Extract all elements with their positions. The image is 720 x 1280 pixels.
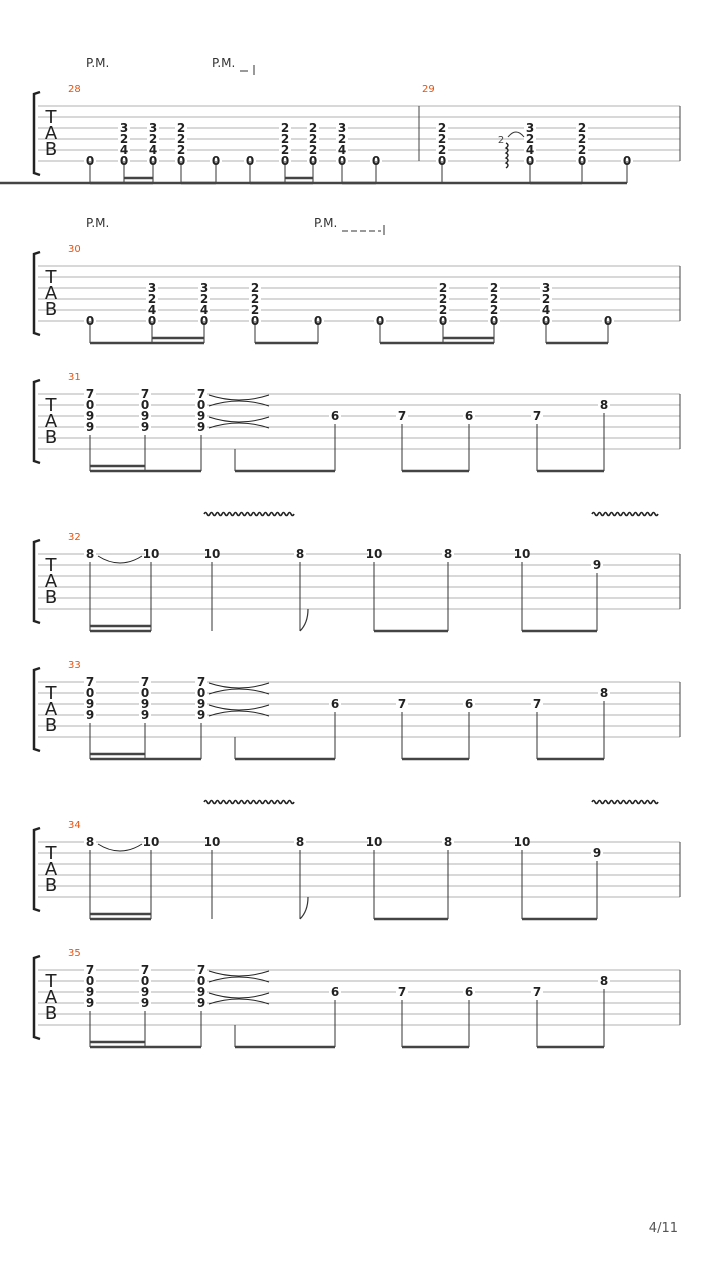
vibrato-mark [204, 513, 294, 516]
tab-clef-letter: B [44, 587, 58, 608]
tie-arc [209, 993, 269, 998]
fret-number: 7 [397, 409, 407, 423]
tab-system-4 [34, 513, 680, 632]
fret-number: 0 [375, 314, 385, 328]
fret-number: 9 [85, 409, 95, 423]
fret-number: 2 [308, 143, 318, 157]
fret-number: 2 [541, 292, 551, 306]
tab-clef-letter: A [44, 859, 58, 880]
fret-number: 10 [513, 547, 531, 561]
tie-arc [209, 417, 269, 422]
fret-number: 2 [438, 281, 448, 295]
measure-number: 30 [68, 244, 81, 255]
fret-number: 7 [140, 963, 150, 977]
fret-number: 3 [199, 281, 209, 295]
fret-number: 2 [525, 132, 535, 146]
slur-arc [98, 844, 142, 851]
tab-clef-letter: B [44, 715, 58, 736]
fret-number: 2 [489, 303, 499, 317]
fret-number: 6 [330, 409, 340, 423]
palm-mute-label: P.M. [212, 56, 236, 70]
fret-number: 7 [397, 985, 407, 999]
fret-number: 2 [437, 143, 447, 157]
fret-number: 0 [438, 314, 448, 328]
fret-number: 7 [140, 387, 150, 401]
fret-number: 0 [119, 154, 129, 168]
fret-number: 0 [85, 154, 95, 168]
fret-number: 10 [203, 547, 221, 561]
fret-number: 2 [489, 281, 499, 295]
fret-number: 0 [245, 154, 255, 168]
vibrato-mark [204, 801, 294, 804]
fret-number: 2 [119, 132, 129, 146]
fret-number: 7 [85, 963, 95, 977]
fret-number: 2 [199, 292, 209, 306]
fret-number: 2 [577, 132, 587, 146]
tab-clef-letter: B [44, 299, 58, 320]
fret-number: 0 [437, 154, 447, 168]
tab-system-3 [34, 380, 680, 471]
fret-number: 6 [330, 985, 340, 999]
fret-number: 2 [280, 132, 290, 146]
fret-number: 4 [199, 303, 209, 317]
fret-number: 3 [119, 121, 129, 135]
fret-number: 4 [147, 303, 157, 317]
system-bracket [34, 380, 40, 463]
fret-number: 0 [196, 398, 206, 412]
fret-number: 2 [577, 121, 587, 135]
fret-number: 0 [85, 314, 95, 328]
fret-number: 0 [199, 314, 209, 328]
tab-system-2 [34, 225, 680, 343]
fret-number: 7 [196, 387, 206, 401]
fret-number: 0 [196, 686, 206, 700]
tab-clef-letter: A [44, 987, 58, 1008]
fret-number: 8 [295, 547, 305, 561]
fret-number: 8 [295, 835, 305, 849]
tab-clef-letter: A [44, 411, 58, 432]
fret-number: 9 [140, 996, 150, 1010]
fret-number: 3 [148, 121, 158, 135]
fret-number: 2 [438, 292, 448, 306]
fret-number: 7 [196, 675, 206, 689]
fret-number: 9 [196, 708, 206, 722]
measure-number: 32 [68, 532, 81, 543]
system-bracket [34, 540, 40, 623]
tie-arc [209, 395, 269, 400]
fret-number: 10 [142, 835, 160, 849]
fret-number: 8 [85, 835, 95, 849]
fret-number: 2 [250, 292, 260, 306]
fret-number: 0 [371, 154, 381, 168]
tab-clef-letter: T [45, 107, 57, 128]
tie-arc [209, 683, 269, 688]
tab-system-6 [34, 801, 680, 920]
fret-number: 2 [438, 303, 448, 317]
tab-system-7 [34, 956, 680, 1047]
fret-number: 7 [532, 697, 542, 711]
fret-number: 9 [592, 846, 602, 860]
fret-number: 4 [119, 143, 129, 157]
measure-number: 34 [68, 820, 81, 831]
measure-number: 33 [68, 660, 81, 671]
fret-number: 0 [148, 154, 158, 168]
fret-number: 9 [196, 697, 206, 711]
fret-number: 0 [196, 974, 206, 988]
measure-number: 35 [68, 948, 81, 959]
fret-number: 9 [196, 420, 206, 434]
fret-number: 4 [148, 143, 158, 157]
fret-number: 0 [140, 398, 150, 412]
fret-number: 9 [85, 996, 95, 1010]
palm-mute-label: P.M. [86, 216, 110, 230]
fret-number: 0 [250, 314, 260, 328]
fret-number: 4 [337, 143, 347, 157]
fret-number: 2 [308, 132, 318, 146]
system-bracket [34, 956, 40, 1039]
fret-number: 9 [140, 409, 150, 423]
fret-number: 2 [148, 132, 158, 146]
fret-number: 9 [140, 708, 150, 722]
grace-fret: 2 [497, 135, 505, 146]
tab-system-5 [34, 668, 680, 759]
fret-number: 2 [147, 292, 157, 306]
tab-clef-letter: A [44, 699, 58, 720]
fret-number: 10 [142, 547, 160, 561]
fret-number: 10 [203, 835, 221, 849]
fret-number: 9 [196, 409, 206, 423]
fret-number: 6 [464, 985, 474, 999]
tab-clef-letter: A [44, 123, 58, 144]
fret-number: 9 [140, 697, 150, 711]
note-flag [300, 897, 308, 919]
fret-number: 0 [541, 314, 551, 328]
palm-mute-label: P.M. [314, 216, 338, 230]
tab-clef-letter: T [45, 395, 57, 416]
fret-number: 10 [513, 835, 531, 849]
fret-number: 0 [337, 154, 347, 168]
fret-number: 0 [85, 686, 95, 700]
measure-number: 29 [422, 84, 435, 95]
fret-number: 0 [489, 314, 499, 328]
fret-number: 9 [85, 985, 95, 999]
fret-number: 0 [603, 314, 613, 328]
fret-number: 2 [280, 121, 290, 135]
fret-number: 9 [140, 420, 150, 434]
fret-number: 2 [176, 143, 186, 157]
tie-arc [209, 705, 269, 710]
tab-clef-letter: T [45, 555, 57, 576]
fret-number: 9 [85, 708, 95, 722]
fret-number: 10 [365, 835, 383, 849]
fret-number: 2 [577, 143, 587, 157]
fret-number: 7 [196, 963, 206, 977]
tab-clef-letter: A [44, 571, 58, 592]
fret-number: 9 [196, 996, 206, 1010]
fret-number: 2 [176, 132, 186, 146]
fret-number: 7 [397, 697, 407, 711]
fret-number: 2 [250, 303, 260, 317]
fret-number: 3 [337, 121, 347, 135]
tie-arc [209, 971, 269, 976]
fret-number: 0 [176, 154, 186, 168]
fret-number: 3 [541, 281, 551, 295]
fret-number: 7 [140, 675, 150, 689]
fret-number: 0 [622, 154, 632, 168]
fret-number: 3 [525, 121, 535, 135]
system-bracket [34, 828, 40, 911]
vibrato-mark [592, 801, 658, 804]
fret-number: 7 [85, 387, 95, 401]
measure-number: 31 [68, 372, 81, 383]
fret-number: 0 [313, 314, 323, 328]
measure-number: 28 [68, 84, 81, 95]
tab-clef-letter: B [44, 1003, 58, 1024]
fret-number: 0 [85, 974, 95, 988]
grace-slide [508, 132, 524, 137]
fret-number: 4 [541, 303, 551, 317]
tab-clef-letter: T [45, 971, 57, 992]
fret-number: 6 [464, 697, 474, 711]
fret-number: 8 [599, 398, 609, 412]
fret-number: 0 [308, 154, 318, 168]
rake-mark [506, 143, 508, 168]
fret-number: 8 [85, 547, 95, 561]
fret-number: 2 [176, 121, 186, 135]
fret-number: 8 [599, 686, 609, 700]
fret-number: 8 [443, 547, 453, 561]
slur-arc [98, 556, 142, 563]
fret-number: 3 [147, 281, 157, 295]
fret-number: 7 [532, 409, 542, 423]
fret-number: 0 [211, 154, 221, 168]
fret-number: 2 [337, 132, 347, 146]
fret-number: 6 [330, 697, 340, 711]
fret-number: 9 [85, 420, 95, 434]
fret-number: 0 [280, 154, 290, 168]
fret-number: 0 [85, 398, 95, 412]
fret-number: 7 [85, 675, 95, 689]
tab-clef-letter: B [44, 875, 58, 896]
system-bracket [34, 668, 40, 751]
fret-number: 2 [489, 292, 499, 306]
fret-number: 0 [140, 686, 150, 700]
fret-number: 0 [140, 974, 150, 988]
fret-number: 0 [577, 154, 587, 168]
fret-number: 9 [592, 558, 602, 572]
note-flag [300, 609, 308, 631]
tab-clef-letter: T [45, 683, 57, 704]
fret-number: 2 [308, 121, 318, 135]
vibrato-mark [592, 513, 658, 516]
fret-number: 8 [599, 974, 609, 988]
fret-number: 0 [147, 314, 157, 328]
fret-number: 8 [443, 835, 453, 849]
system-bracket [34, 92, 40, 175]
tab-clef-letter: B [44, 427, 58, 448]
fret-number: 0 [525, 154, 535, 168]
palm-mute-label: P.M. [86, 56, 110, 70]
fret-number: 4 [525, 143, 535, 157]
fret-number: 6 [464, 409, 474, 423]
fret-number: 9 [196, 985, 206, 999]
fret-number: 7 [532, 985, 542, 999]
fret-number: 9 [140, 985, 150, 999]
system-bracket [34, 252, 40, 335]
fret-number: 9 [85, 697, 95, 711]
tab-clef-letter: T [45, 267, 57, 288]
tab-clef-letter: A [44, 283, 58, 304]
fret-number: 2 [250, 281, 260, 295]
fret-number: 10 [365, 547, 383, 561]
page-number: 4/11 [648, 1221, 678, 1236]
fret-number: 2 [437, 121, 447, 135]
tab-clef-letter: B [44, 139, 58, 160]
fret-number: 2 [437, 132, 447, 146]
tab-clef-letter: T [45, 843, 57, 864]
fret-number: 2 [280, 143, 290, 157]
